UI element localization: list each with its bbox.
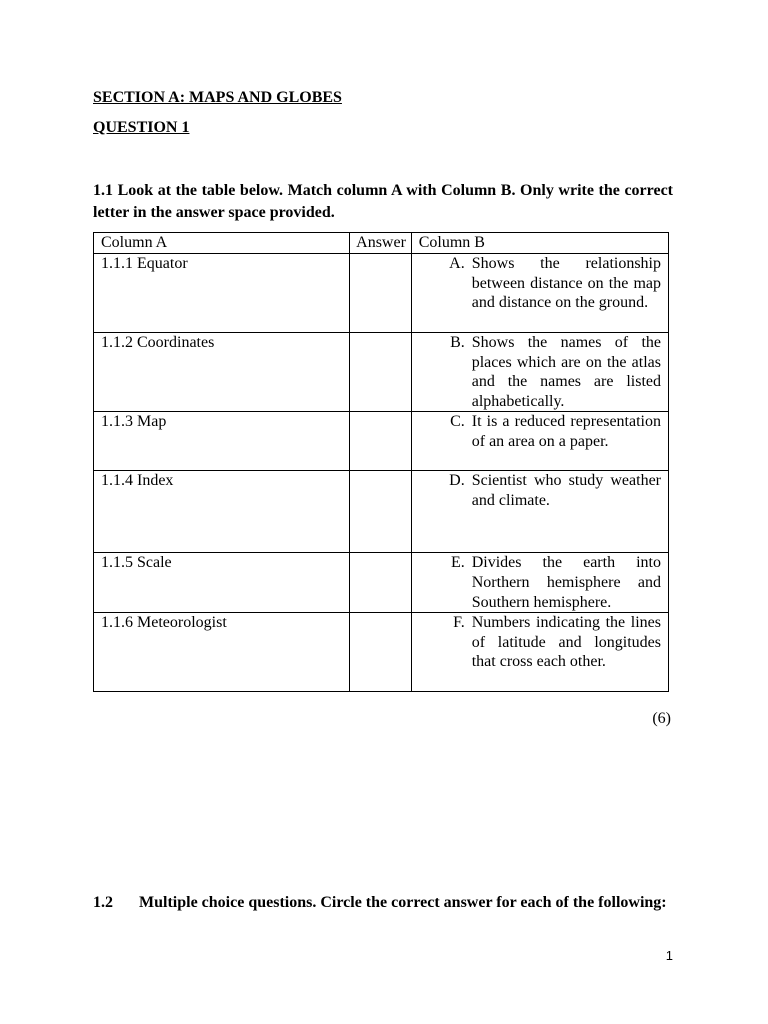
column-a-header: Column A — [94, 233, 350, 254]
definition-cell — [411, 553, 668, 613]
table-row — [94, 254, 669, 333]
question-1-1-instruction: 1.1 Look at the table below. Match column A with Column B. Only write the correct letter in the answer space provided. — [93, 182, 673, 221]
table-row — [94, 333, 669, 412]
definition-cell — [411, 613, 668, 692]
definition-cell — [411, 471, 668, 553]
matching-table — [93, 232, 669, 692]
option-text: Scientist who study weather and climate. — [471, 472, 661, 509]
option-letter: D. — [449, 472, 465, 490]
answer-cell[interactable] — [350, 613, 412, 692]
term-cell: 1.1.1 Equator — [94, 254, 350, 333]
answer-cell[interactable] — [350, 412, 412, 471]
question-1-2-number: 1.2 — [93, 894, 113, 911]
answer-cell[interactable] — [350, 254, 412, 333]
option-text: Shows the relationship between distance on the map and distance on the ground. — [471, 255, 661, 312]
option-text: Numbers indicating the lines of latitude and longitudes that cross each other. — [471, 614, 661, 671]
option-letter: E. — [450, 554, 465, 572]
term-cell: 1.1.5 Scale — [94, 553, 350, 613]
definition-cell — [411, 412, 668, 471]
answer-cell[interactable] — [350, 553, 412, 613]
table-row — [94, 613, 669, 692]
term-cell: 1.1.2 Coordinates — [94, 333, 350, 412]
option-letter: F. — [453, 614, 465, 632]
section-heading: SECTION A: MAPS AND GLOBES — [93, 89, 342, 106]
answer-cell[interactable] — [350, 333, 412, 412]
option-text: Shows the names of the places which are on the atlas and the names are listed alphabetically. — [471, 334, 661, 410]
page-number: 1 — [665, 948, 673, 963]
table-row — [94, 471, 669, 553]
option-letter: B. — [450, 334, 465, 351]
option-text: Divides the earth into Northern hemisphere and Southern hemisphere. — [471, 554, 661, 611]
table-header-row — [94, 233, 669, 254]
column-b-header: Column B — [411, 233, 668, 254]
option-text: It is a reduced representation of an area on a paper. — [471, 413, 661, 450]
answer-cell[interactable] — [350, 471, 412, 553]
question-1-2-text: Multiple choice questions. Circle the correct answer for each of the following: — [139, 894, 667, 911]
term-cell: 1.1.3 Map — [94, 412, 350, 471]
question-1-2 — [93, 893, 673, 913]
option-letter: C. — [450, 413, 465, 431]
question-heading: QUESTION 1 — [93, 119, 190, 136]
table-row — [94, 412, 669, 471]
table-row — [94, 553, 669, 613]
answer-header: Answer — [350, 233, 412, 254]
term-cell: 1.1.4 Index — [94, 471, 350, 553]
definition-cell — [411, 333, 668, 412]
option-letter: A. — [449, 255, 465, 272]
term-cell: 1.1.6 Meteorologist — [94, 613, 350, 692]
marks-total: (6) — [652, 710, 671, 727]
definition-cell — [411, 254, 668, 333]
